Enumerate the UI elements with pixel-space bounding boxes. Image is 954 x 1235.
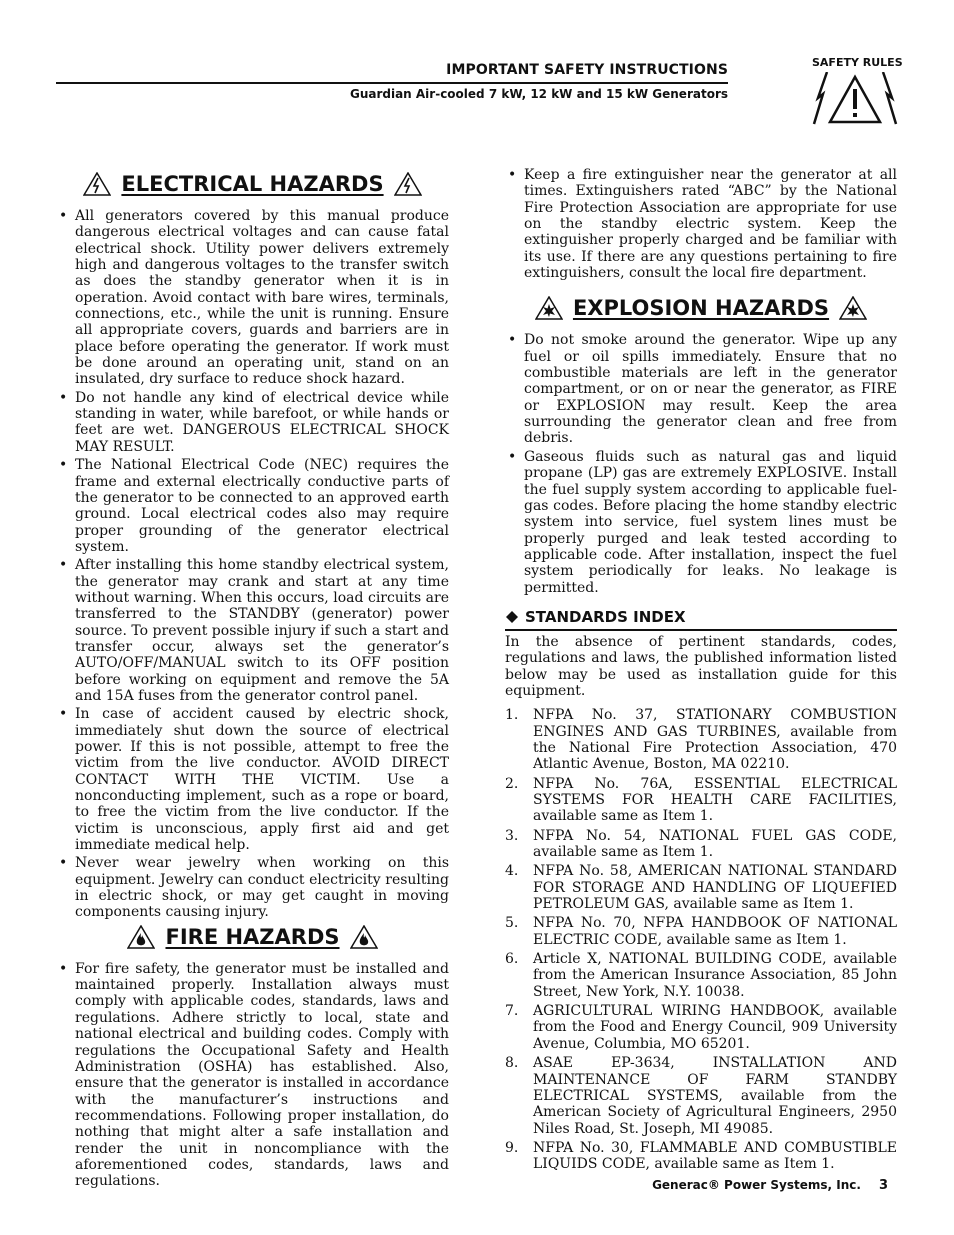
explosion-warning-icon [839, 296, 867, 320]
fire-hazards-list [56, 961, 449, 1190]
electric-shock-warning-icon [394, 172, 422, 196]
list-item: • Do not handle any kind of electrical device while standing in water, while barefoot, or while hands or feet are wet. DANGEROUS ELECTRICAL SHOCK MAY RESULT. [56, 390, 449, 455]
explosion-warning-icon [535, 296, 563, 320]
list-item: • For fire safety, the generator must be installed and maintained properly. Installation always must comply with applicable codes, standards, laws and regulations. Adhere strictly to local, state and national electrical and building codes. Comply with regulations the Occupational Safety and Health Administration (OSHA) has established. Also, ensure that the generator is installed in accordance with the manufacturer’s instructions and recommendations. Following proper installation, do nothing that might alter a safe installation and render the unit in noncompliance with the aforementioned codes, standards, laws and regulations. [56, 961, 449, 1190]
fire-warning-icon [350, 925, 378, 949]
fire-warning-icon [127, 925, 155, 949]
standards-index-heading [505, 608, 897, 631]
fire-hazards-heading [56, 925, 449, 949]
list-item: • The National Electrical Code (NEC) requires the frame and external electrically conductive parts of the generator to be connected to an approved earth ground. Local electrical codes also may require proper grounding of the generator electrical system. [56, 457, 449, 555]
header-rule [56, 82, 728, 84]
list-item [505, 951, 897, 1000]
left-column [56, 172, 449, 1192]
item-text: NFPA No. 76A, ESSENTIAL ELECTRICAL SYSTEMS FOR HEALTH CARE FACILITIES, available same as Item 1. [533, 775, 897, 825]
electrical-hazards-list [56, 208, 449, 921]
list-item: • All generators covered by this manual produce dangerous electrical voltages and can cause fatal electrical shock. Utility power delivers extremely high and dangerous voltages to the transfer switch as does the standby generator when it is in operation. Avoid contact with bare wires, terminals, connections, etc., while the unit is running. Ensure all appropriate covers, guards and barriers are in place before operating the generator. If work must be done around an operating unit, stand on an insulated, dry surface to reduce shock hazard. [56, 208, 449, 388]
explosion-hazards-title: EXPLOSION HAZARDS [572, 296, 830, 321]
electric-shock-warning-icon [83, 172, 111, 196]
item-number: 3. [505, 827, 519, 844]
list-item [505, 863, 897, 912]
list-item: • In case of accident caused by electric shock, immediately shut down the source of electrical power. If this is not possible, attempt to free the victim from the live conductor. AVOID DIRECT CONTACT WITH THE VICTIM. Use a nonconducting implement, such as a rope or board, to free the victim from the live conductor. If the victim is unconscious, apply first aid and get immediate medical help. [56, 706, 449, 853]
lightning-warning-icon [812, 72, 898, 126]
list-item [505, 915, 897, 948]
explosion-hazards-list [505, 332, 897, 596]
document-subtitle: Guardian Air-cooled 7 kW, 12 kW and 15 kW Generators [349, 87, 728, 101]
list-item: • Gaseous fluids such as natural gas and liquid propane (LP) gas are extremely EXPLOSIVE. Install the fuel supply system according to applicable fuel-gas codes. Before placing the home standby electric system into service, fuel system lines must be properly purged and leak tested according to applicable code. After installation, inspect the fuel system periodically for leaks. No leakage is permitted. [505, 449, 897, 596]
fire-hazards-list-continued [505, 167, 897, 281]
page-footer [0, 1178, 888, 1193]
item-number: 8. [505, 1055, 519, 1072]
item-number: 2. [505, 775, 519, 792]
list-item: • Keep a fire extinguisher near the generator at all times. Extinguishers rated “ABC” by the National Fire Protection Association are appropriate for use on the standby electric system. Keep the extinguisher properly charged and be familiar with its use. If there are any questions pertaining to fire extinguishers, consult the local fire department. [505, 167, 897, 281]
list-item: • Do not smoke around the generator. Wipe up any fuel or oil spills immediately. Ensure that no combustible materials are left in the generator compartment, or on or near the generator, as FIRE or EXPLOSION may result. Keep the area surrounding the generator clean and free from debris. [505, 332, 897, 446]
standards-index-title: STANDARDS INDEX [525, 607, 686, 626]
list-item [505, 1055, 897, 1137]
item-number: 6. [505, 951, 519, 968]
item-text: Article X, NATIONAL BUILDING CODE, available from the American Insurance Association, 85 John Street, New York, N.Y. 10038. [533, 951, 897, 1000]
page-number: 3 [878, 1178, 888, 1193]
item-number: 4. [505, 863, 519, 880]
item-text: NFPA No. 37, STATIONARY COMBUSTION ENGINES AND GAS TURBINES, available from the National Fire Protection Association, 470 Atlantic Avenue, Boston, MA 02210. [533, 707, 897, 773]
item-text: ASAE EP-3634, INSTALLATION AND MAINTENANCE OF FARM STANDBY ELECTRICAL SYSTEMS, available from the American Society of Agricultural Engineers, 2950 Niles Road, St. Joseph, MI 49085. [533, 1055, 897, 1137]
item-number: 5. [505, 915, 519, 932]
right-column [505, 167, 897, 1176]
document-title: IMPORTANT SAFETY INSTRUCTIONS [446, 62, 728, 78]
safety-rules-label: SAFETY RULES [812, 56, 903, 69]
item-text: NFPA No. 30, FLAMMABLE AND COMBUSTIBLE LIQUIDS CODE, available same as Item 1. [533, 1139, 897, 1173]
list-item [505, 1140, 897, 1173]
item-text: AGRICULTURAL WIRING HANDBOOK, available from the Food and Energy Council, 909 University Avenue, Columbia, MO 65201. [533, 1003, 897, 1052]
item-number: 1. [505, 707, 519, 724]
electrical-hazards-heading [56, 172, 449, 196]
list-item: • Never wear jewelry when working on this equipment. Jewelry can conduct electricity resulting in electric shock, or may get caught in moving components causing injury. [56, 855, 449, 920]
electrical-hazards-title: ELECTRICAL HAZARDS [121, 172, 384, 196]
item-number: 7. [505, 1003, 519, 1020]
company-name: Generac® Power Systems, Inc. [652, 1178, 861, 1192]
list-item [505, 707, 897, 772]
standards-intro: In the absence of pertinent standards, codes, regulations and laws, the published information listed below may be used as installation guide for this equipment. [505, 633, 897, 699]
item-text: NFPA No. 58, AMERICAN NATIONAL STANDARD FOR STORAGE AND HANDLING OF LIQUEFIED PETROLEUM GAS, available same as Item 1. [533, 863, 897, 913]
list-item [505, 776, 897, 825]
fire-hazards-title: FIRE HAZARDS [165, 924, 340, 949]
item-text: NFPA No. 70, NFPA HANDBOOK OF NATIONAL ELECTRIC CODE, available same as Item 1. [533, 915, 897, 948]
list-item: • After installing this home standby electrical system, the generator may crank and start at any time without warning. When this occurs, load circuits are transferred to the STANDBY (generator) power source. To prevent possible injury if such a start and transfer occur, always set the generator’s AUTO/OFF/MANUAL switch to its OFF position before working on equipment and remove the 5A and 15A fuses from the generator control panel. [56, 557, 449, 704]
list-item [505, 828, 897, 861]
standards-list [505, 707, 897, 1172]
explosion-hazards-heading [505, 296, 897, 320]
item-text: NFPA No. 54, NATIONAL FUEL GAS CODE, available same as Item 1. [533, 827, 897, 861]
item-number: 9. [505, 1139, 519, 1156]
list-item [505, 1003, 897, 1052]
diamond-bullet-icon [505, 610, 519, 624]
